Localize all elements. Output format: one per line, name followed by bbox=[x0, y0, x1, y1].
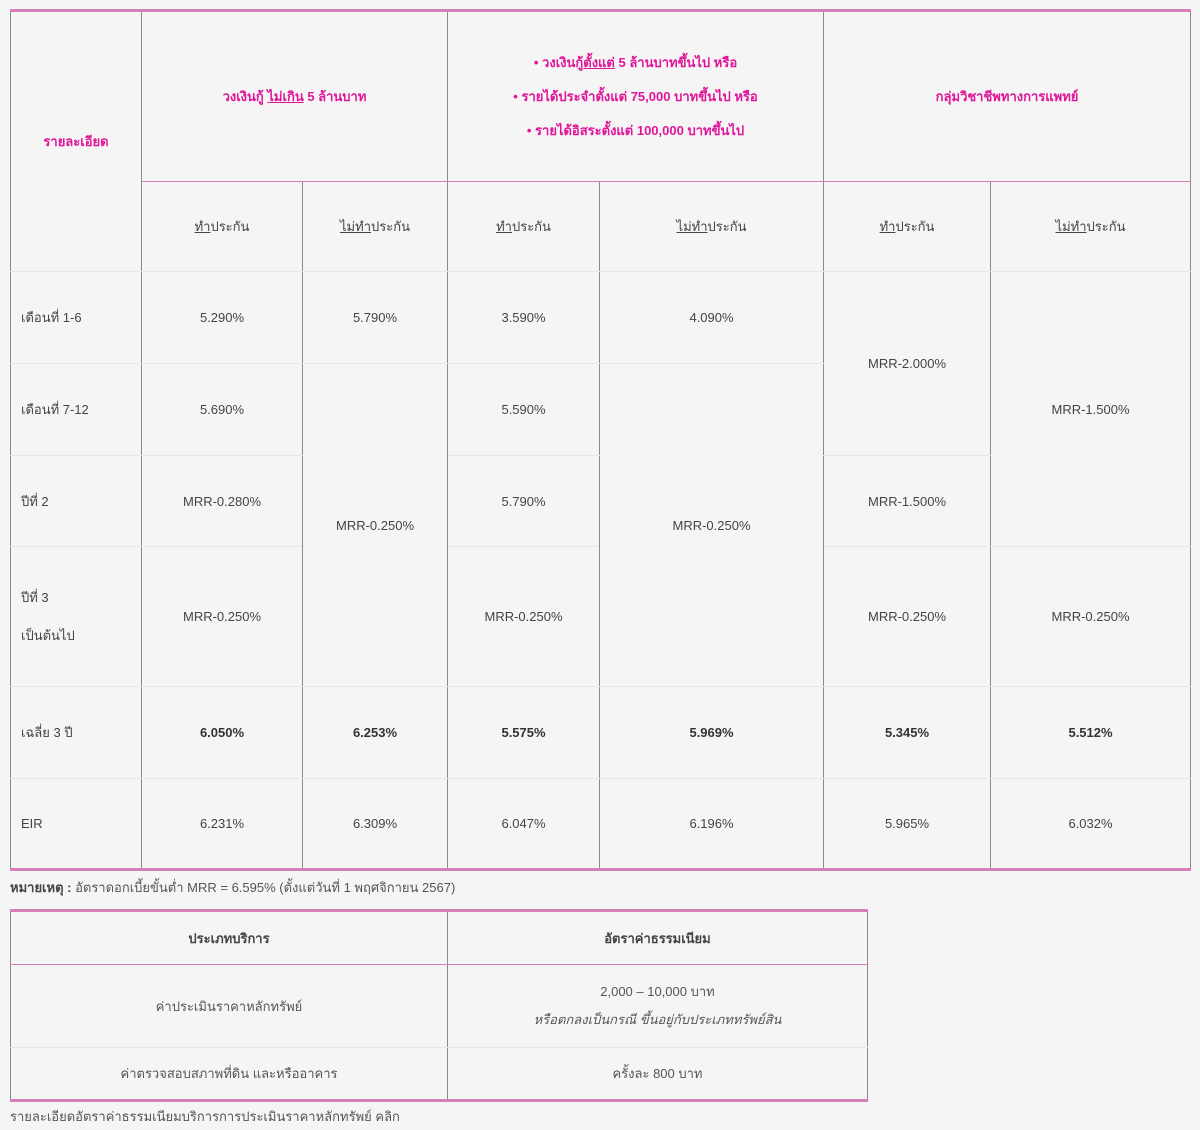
subheader-underline: ไม่ทำ bbox=[340, 219, 371, 234]
subheader-rest: ประกัน bbox=[371, 219, 410, 234]
subheader-g3-uninsured bbox=[991, 182, 1191, 272]
row-label-line1: ปีที่ 3 bbox=[21, 589, 49, 605]
subheader-rest: ประกัน bbox=[1086, 219, 1126, 234]
avg-rate-cell: 5.345% bbox=[824, 687, 991, 779]
subheader-g2-uninsured bbox=[600, 182, 824, 272]
avg-rate-cell: 6.050% bbox=[142, 687, 303, 779]
group1-text: วงเงินกู้ bbox=[222, 89, 268, 104]
avg-rate-cell: 5.969% bbox=[600, 687, 824, 779]
rate-cell: MRR-0.250% bbox=[600, 364, 824, 687]
rate-cell: 5.290% bbox=[142, 272, 303, 364]
footer-text: รายละเอียดอัตราค่าธรรมเนียมบริการการประเมินราคาหลักทรัพย์ bbox=[10, 1109, 376, 1124]
interest-rate-table bbox=[10, 9, 1191, 871]
subheader-g2-insured bbox=[448, 182, 600, 272]
group2-line3: • รายได้อิสระตั้งแต่ 100,000 บาทขึ้นไป bbox=[526, 122, 745, 138]
group-header-under-5m bbox=[142, 11, 448, 182]
group3-text: กลุ่มวิชาชีพทางการแพทย์ bbox=[935, 89, 1079, 104]
table-row bbox=[11, 1048, 868, 1101]
table-row bbox=[11, 272, 1191, 364]
group-header-medical bbox=[824, 11, 1191, 182]
rate-cell: 5.590% bbox=[448, 364, 600, 456]
group1-underline: ไม่เกิน bbox=[267, 89, 304, 104]
row-label-eir: EIR bbox=[11, 779, 142, 870]
fee-rate-line1: 2,000 – 10,000 บาท bbox=[600, 984, 715, 999]
subheader-underline: ไม่ทำ bbox=[1055, 219, 1087, 234]
eir-cell: 5.965% bbox=[824, 779, 991, 870]
eir-cell: 6.032% bbox=[991, 779, 1191, 870]
eir-cell: 6.309% bbox=[303, 779, 448, 870]
fee-table bbox=[10, 909, 868, 1102]
rate-cell: MRR-0.250% bbox=[142, 547, 303, 687]
rate-cell: MRR-0.250% bbox=[448, 547, 600, 687]
fee-rate-line2: หรือตกลงเป็นกรณี ขึ้นอยู่กับประเภททรัพย์สิน bbox=[533, 1012, 782, 1027]
subheader-underline: ทำ bbox=[496, 219, 512, 234]
eir-cell: 6.231% bbox=[142, 779, 303, 870]
subheader-g1-uninsured bbox=[303, 182, 448, 272]
subheader-underline: ทำ bbox=[194, 219, 211, 234]
rate-cell: 5.690% bbox=[142, 364, 303, 456]
row-label-avg-3-years: เฉลี่ย 3 ปี bbox=[11, 687, 142, 779]
group2-line1 bbox=[448, 46, 823, 80]
rate-cell: MRR-2.000% bbox=[824, 272, 991, 456]
rate-cell: MRR-1.500% bbox=[991, 272, 1191, 547]
note-text: อัตราดอกเบี้ยขั้นต่ำ MRR = 6.595% (ตั้งแต่วันที่ 1 พฤศจิกายน 2567) bbox=[71, 880, 456, 895]
group2-line1-underline: ตั้งแต่ bbox=[583, 54, 615, 70]
eir-cell: 6.196% bbox=[600, 779, 824, 870]
group-header-5m-plus bbox=[448, 11, 824, 182]
subheader-underline: ทำ bbox=[879, 219, 896, 234]
rate-cell: MRR-0.250% bbox=[991, 547, 1191, 687]
rate-cell: 4.090% bbox=[600, 272, 824, 364]
avg-rate-cell: 5.512% bbox=[991, 687, 1191, 779]
subheader-g1-insured bbox=[142, 182, 303, 272]
mrr-note bbox=[10, 877, 455, 898]
eir-cell: 6.047% bbox=[448, 779, 600, 870]
table-row bbox=[11, 687, 1191, 779]
row-label-year-3-onward bbox=[11, 547, 142, 687]
click-link[interactable]: คลิก bbox=[375, 1109, 400, 1124]
fee-header-service-type: ประเภทบริการ bbox=[11, 911, 448, 965]
group2-line1-pre: • วงเงินกู้ bbox=[533, 54, 584, 70]
corner-header bbox=[11, 11, 142, 272]
table-row bbox=[11, 779, 1191, 870]
fee-rate-cell bbox=[448, 965, 868, 1048]
group2-line1-post: 5 ล้านบาทขึ้นไป หรือ bbox=[614, 54, 738, 70]
subheader-g3-insured bbox=[824, 182, 991, 272]
fee-rate-cell: ครั้งละ 800 บาท bbox=[448, 1048, 868, 1101]
fee-service-cell: ค่าประเมินราคาหลักทรัพย์ bbox=[11, 965, 448, 1048]
avg-rate-cell: 6.253% bbox=[303, 687, 448, 779]
rate-cell: MRR-0.250% bbox=[303, 364, 448, 687]
subheader-rest: ประกัน bbox=[210, 219, 250, 234]
subheader-rest: ประกัน bbox=[895, 219, 935, 234]
group2-line2: • รายได้ประจำตั้งแต่ 75,000 บาทขึ้นไป หรือ bbox=[513, 88, 758, 104]
fee-details-footer bbox=[10, 1106, 400, 1127]
fee-service-cell: ค่าตรวจสอบสภาพที่ดิน และหรืออาคาร bbox=[11, 1048, 448, 1101]
row-label-month-7-12: เดือนที่ 7-12 bbox=[11, 364, 142, 456]
table-row bbox=[11, 965, 868, 1048]
row-label-year-2: ปีที่ 2 bbox=[11, 456, 142, 547]
corner-header-label: รายละเอียด bbox=[43, 134, 109, 149]
rate-cell: MRR-0.250% bbox=[824, 547, 991, 687]
note-label: หมายเหตุ : bbox=[10, 880, 72, 895]
subheader-rest: ประกัน bbox=[707, 219, 747, 234]
avg-rate-cell: 5.575% bbox=[448, 687, 600, 779]
rate-cell: 5.790% bbox=[448, 456, 600, 547]
subheader-underline: ไม่ทำ bbox=[676, 219, 708, 234]
fee-header-fee-rate: อัตราค่าธรรมเนียม bbox=[448, 911, 868, 965]
rate-cell: 3.590% bbox=[448, 272, 600, 364]
group1-text-post: 5 ล้านบาท bbox=[303, 89, 367, 104]
rate-cell: MRR-1.500% bbox=[824, 456, 991, 547]
rate-cell: 5.790% bbox=[303, 272, 448, 364]
subheader-rest: ประกัน bbox=[511, 219, 551, 234]
rate-cell: MRR-0.280% bbox=[142, 456, 303, 547]
row-label-month-1-6: เดือนที่ 1-6 bbox=[11, 272, 142, 364]
row-label-line2: เป็นต้นไป bbox=[21, 627, 75, 643]
